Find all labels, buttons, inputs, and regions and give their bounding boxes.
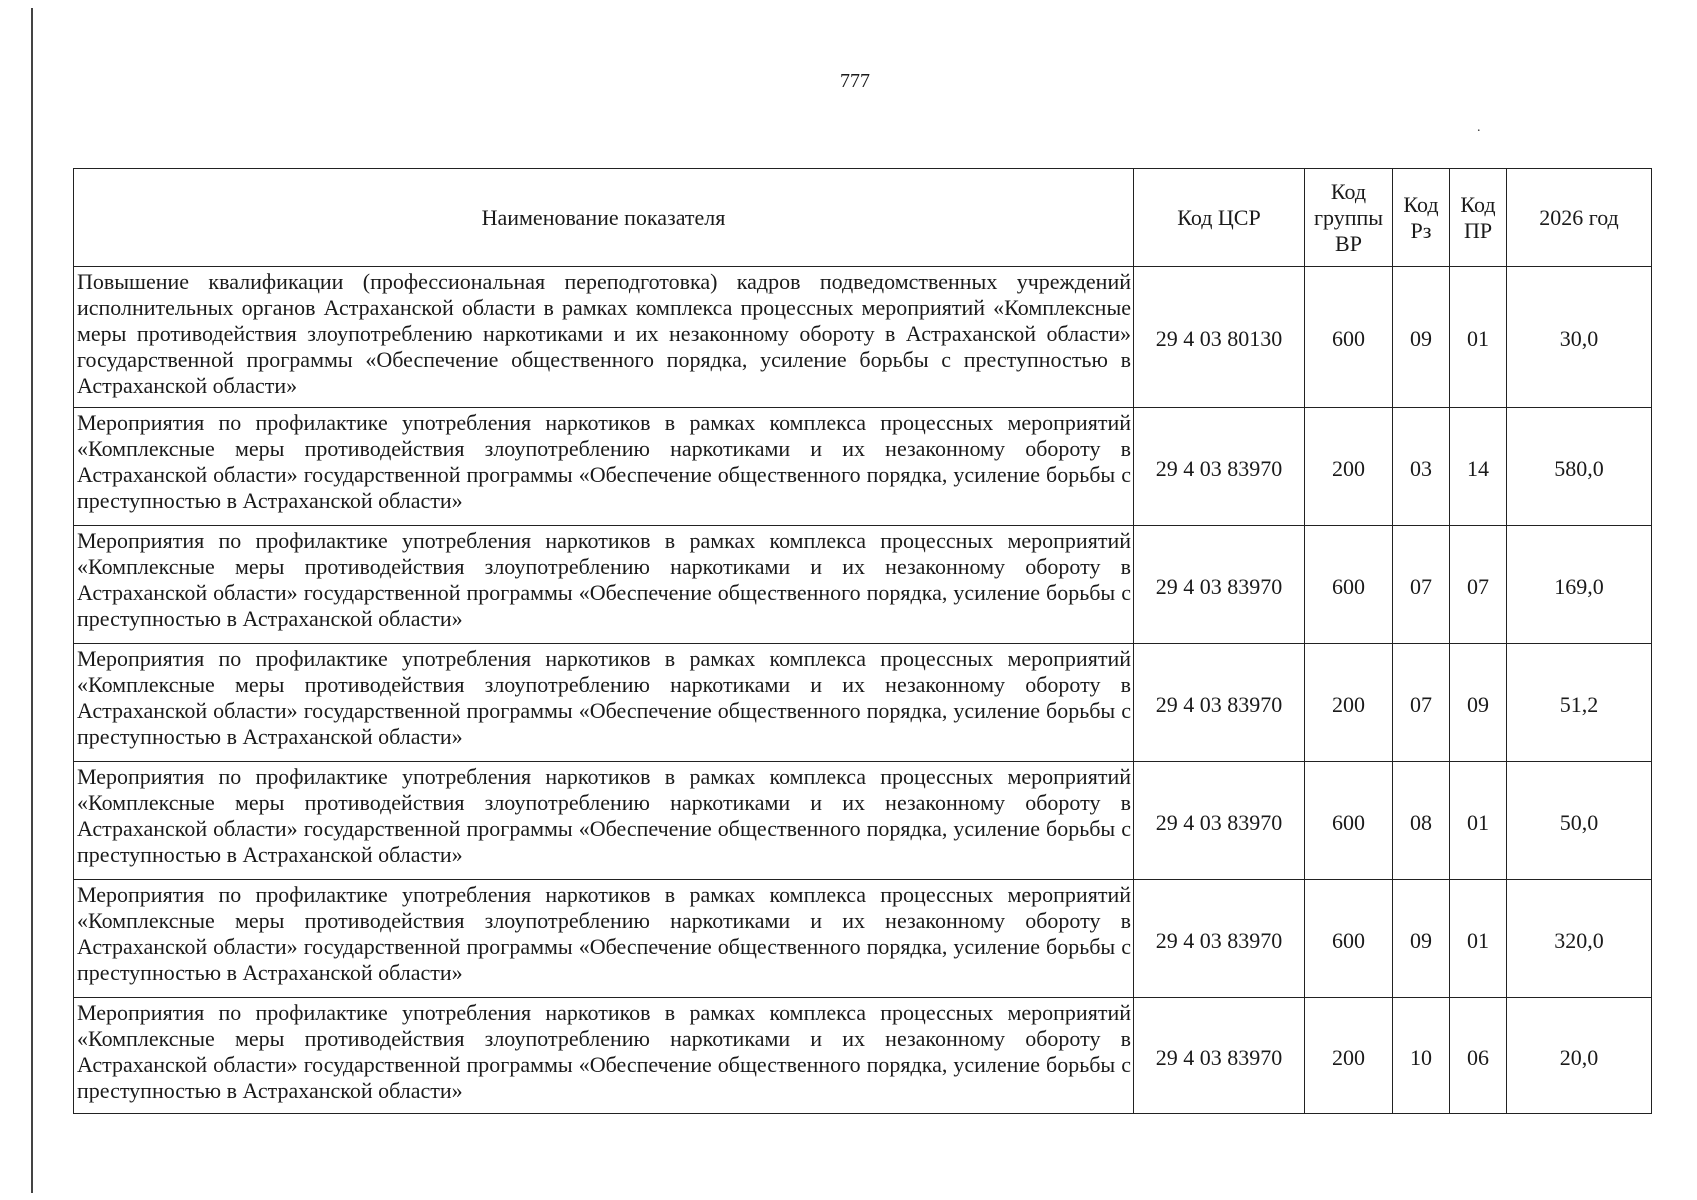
row-pr-cell: 01 bbox=[1450, 880, 1507, 998]
row-csr-cell: 29 4 03 83970 bbox=[1134, 526, 1305, 644]
row-pr-cell: 14 bbox=[1450, 408, 1507, 526]
row-rz-cell: 10 bbox=[1393, 998, 1450, 1114]
row-value-cell: 50,0 bbox=[1507, 762, 1652, 880]
row-value-cell: 580,0 bbox=[1507, 408, 1652, 526]
row-csr-cell: 29 4 03 83970 bbox=[1134, 408, 1305, 526]
table-row bbox=[74, 267, 1652, 408]
row-rz-cell: 08 bbox=[1393, 762, 1450, 880]
row-rz-cell: 07 bbox=[1393, 644, 1450, 762]
table-row bbox=[74, 762, 1652, 880]
header-rz: Код Рз bbox=[1393, 169, 1450, 267]
table-body bbox=[74, 267, 1652, 1114]
row-name-cell: Мероприятия по профилактике употребления наркотиков в рамках комплекса процессных мероприятий «Комплексные меры противодействия злоупотреблению наркотиками и их незаконному обороту в Астраханской области» государственной программы «Обеспечение общественного порядка, усиление борьбы с преступностью в Астраханской области» bbox=[74, 526, 1134, 644]
row-csr-cell: 29 4 03 83970 bbox=[1134, 880, 1305, 998]
header-pr: Код ПР bbox=[1450, 169, 1507, 267]
header-vr: Код группы ВР bbox=[1305, 169, 1393, 267]
row-rz-cell: 03 bbox=[1393, 408, 1450, 526]
row-vr-cell: 200 bbox=[1305, 408, 1393, 526]
scan-margin-line bbox=[31, 8, 33, 1193]
row-value-cell: 30,0 bbox=[1507, 267, 1652, 408]
row-csr-cell: 29 4 03 80130 bbox=[1134, 267, 1305, 408]
row-vr-cell: 200 bbox=[1305, 998, 1393, 1114]
row-rz-cell: 09 bbox=[1393, 267, 1450, 408]
row-vr-cell: 600 bbox=[1305, 526, 1393, 644]
row-name-cell: Мероприятия по профилактике употребления наркотиков в рамках комплекса процессных мероприятий «Комплексные меры противодействия злоупотреблению наркотиками и их незаконному обороту в Астраханской области» государственной программы «Обеспечение общественного порядка, усиление борьбы с преступностью в Астраханской области» bbox=[74, 644, 1134, 762]
page-number: 777 bbox=[840, 70, 870, 92]
row-name-cell: Повышение квалификации (профессиональная переподготовка) кадров подведомственных учреждений исполнительных органов Астраханской области в рамках комплекса процессных мероприятий «Комплексные меры противодействия злоупотреблению наркотиками и их незаконному обороту в Астраханской области» государственной программы «Обеспечение общественного порядка, усиление борьбы с преступностью в Астраханской области» bbox=[74, 267, 1134, 408]
row-vr-cell: 600 bbox=[1305, 880, 1393, 998]
table-row bbox=[74, 408, 1652, 526]
table-row bbox=[74, 998, 1652, 1114]
row-csr-cell: 29 4 03 83970 bbox=[1134, 762, 1305, 880]
row-value-cell: 169,0 bbox=[1507, 526, 1652, 644]
row-csr-cell: 29 4 03 83970 bbox=[1134, 644, 1305, 762]
header-name: Наименование показателя bbox=[74, 169, 1134, 267]
row-pr-cell: 06 bbox=[1450, 998, 1507, 1114]
table-row bbox=[74, 880, 1652, 998]
table-header-row bbox=[74, 169, 1652, 267]
row-name-cell: Мероприятия по профилактике употребления наркотиков в рамках комплекса процессных мероприятий «Комплексные меры противодействия злоупотреблению наркотиками и их незаконному обороту в Астраханской области» государственной программы «Обеспечение общественного порядка, усиление борьбы с преступностью в Астраханской области» bbox=[74, 762, 1134, 880]
row-pr-cell: 09 bbox=[1450, 644, 1507, 762]
row-name-cell: Мероприятия по профилактике употребления наркотиков в рамках комплекса процессных мероприятий «Комплексные меры противодействия злоупотреблению наркотиками и их незаконному обороту в Астраханской области» государственной программы «Обеспечение общественного порядка, усиление борьбы с преступностью в Астраханской области» bbox=[74, 408, 1134, 526]
row-vr-cell: 600 bbox=[1305, 762, 1393, 880]
row-rz-cell: 07 bbox=[1393, 526, 1450, 644]
table-row bbox=[74, 644, 1652, 762]
row-rz-cell: 09 bbox=[1393, 880, 1450, 998]
row-value-cell: 51,2 bbox=[1507, 644, 1652, 762]
row-value-cell: 20,0 bbox=[1507, 998, 1652, 1114]
row-name-cell: Мероприятия по профилактике употребления наркотиков в рамках комплекса процессных мероприятий «Комплексные меры противодействия злоупотреблению наркотиками и их незаконному обороту в Астраханской области» государственной программы «Обеспечение общественного порядка, усиление борьбы с преступностью в Астраханской области» bbox=[74, 880, 1134, 998]
row-value-cell: 320,0 bbox=[1507, 880, 1652, 998]
table-row bbox=[74, 526, 1652, 644]
header-csr: Код ЦСР bbox=[1134, 169, 1305, 267]
row-csr-cell: 29 4 03 83970 bbox=[1134, 998, 1305, 1114]
scan-speck: . bbox=[1477, 120, 1481, 135]
row-vr-cell: 600 bbox=[1305, 267, 1393, 408]
row-pr-cell: 07 bbox=[1450, 526, 1507, 644]
header-year: 2026 год bbox=[1507, 169, 1652, 267]
row-pr-cell: 01 bbox=[1450, 762, 1507, 880]
budget-table bbox=[73, 168, 1652, 1114]
row-vr-cell: 200 bbox=[1305, 644, 1393, 762]
row-name-cell: Мероприятия по профилактике употребления наркотиков в рамках комплекса процессных мероприятий «Комплексные меры противодействия злоупотреблению наркотиками и их незаконному обороту в Астраханской области» государственной программы «Обеспечение общественного порядка, усиление борьбы с преступностью в Астраханской области» bbox=[74, 998, 1134, 1114]
row-pr-cell: 01 bbox=[1450, 267, 1507, 408]
